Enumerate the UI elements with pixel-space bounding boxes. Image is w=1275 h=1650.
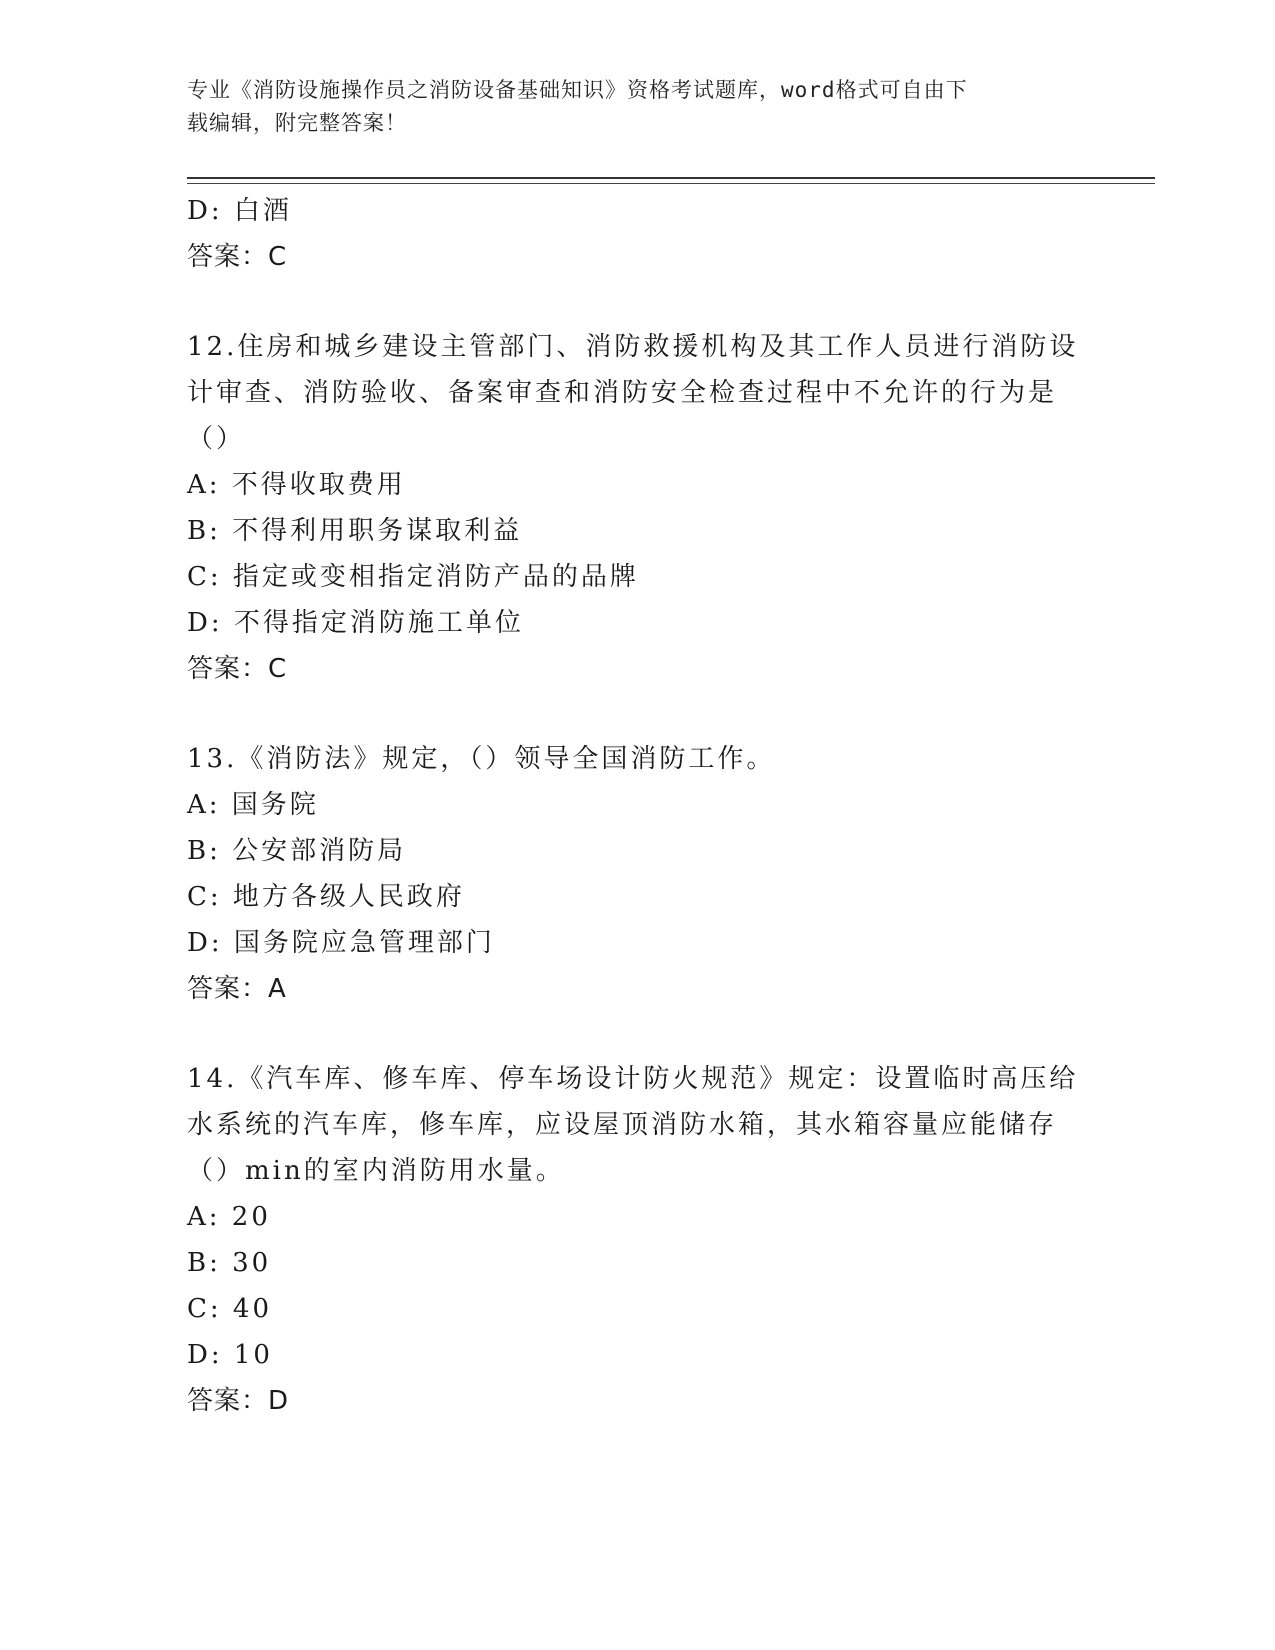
question-stem-line: 12.住房和城乡建设主管部门、消防救援机构及其工作人员进行消防设 — [187, 332, 1079, 362]
spacer — [187, 1012, 1087, 1056]
question-12 — [187, 324, 1087, 692]
header-divider-thin — [187, 183, 1155, 184]
answer-line: 答案：A — [187, 974, 287, 1004]
answer-line: 答案：C — [187, 242, 288, 272]
option-d: D: 国务院应急管理部门 — [187, 928, 495, 958]
option-c: C: 指定或变相指定消防产品的品牌 — [187, 562, 639, 592]
option-a: A: 不得收取费用 — [187, 470, 406, 500]
header-divider-thick — [187, 177, 1155, 179]
question-stem-line: （）min的室内消防用水量。 — [187, 1156, 565, 1186]
option-d: D: 白酒 — [187, 196, 292, 226]
question-content — [187, 188, 1087, 1424]
option-d: D: 10 — [187, 1340, 273, 1370]
option-b: B: 30 — [187, 1248, 272, 1278]
question-stem-line: 水系统的汽车库，修车库，应设屋顶消防水箱，其水箱容量应能储存 — [187, 1110, 1058, 1140]
question-stem-line: （） — [187, 424, 246, 454]
spacer — [187, 280, 1087, 324]
option-a: A: 国务院 — [187, 790, 319, 820]
question-13 — [187, 736, 1087, 1012]
option-d: D: 不得指定消防施工单位 — [187, 608, 524, 638]
answer-line: 答案：C — [187, 654, 288, 684]
previous-question-tail — [187, 188, 1087, 280]
option-a: A: 20 — [187, 1202, 271, 1232]
question-14 — [187, 1056, 1087, 1424]
question-stem-line: 计审查、消防验收、备案审查和消防安全检查过程中不允许的行为是 — [187, 378, 1058, 408]
question-stem-line: 14.《汽车库、修车库、停车场设计防火规范》规定：设置临时高压给 — [187, 1064, 1079, 1094]
spacer — [187, 692, 1087, 736]
option-c: C: 地方各级人民政府 — [187, 882, 465, 912]
header-note-line-2: 载编辑，附完整答案！ — [187, 111, 407, 135]
option-c: C: 40 — [187, 1294, 273, 1324]
header-note-line-1: 专业《消防设施操作员之消防设备基础知识》资格考试题库，word格式可自由下 — [187, 78, 968, 102]
option-b: B: 公安部消防局 — [187, 836, 407, 866]
option-b: B: 不得利用职务谋取利益 — [187, 516, 523, 546]
answer-line: 答案：D — [187, 1386, 290, 1416]
question-stem-line: 13.《消防法》规定，（）领导全国消防工作。 — [187, 744, 776, 774]
header-note — [187, 74, 1067, 140]
